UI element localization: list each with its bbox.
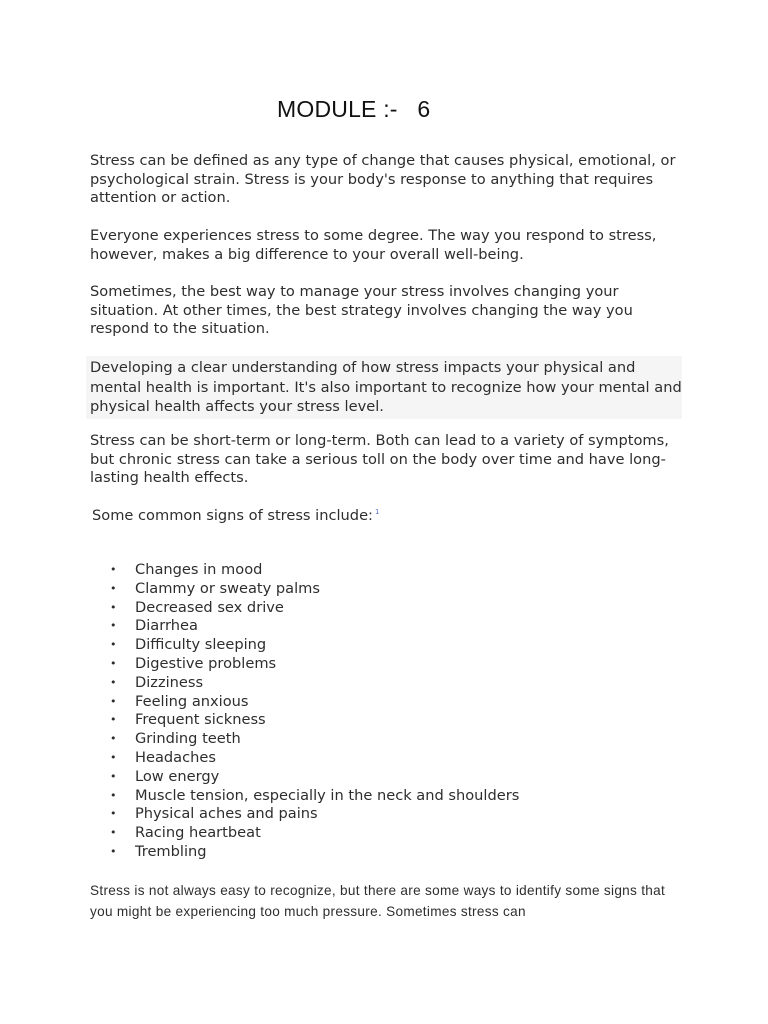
list-item-text: Diarrhea [135, 617, 198, 635]
list-item [104, 843, 519, 862]
paragraph-closing: Stress is not always easy to recognize, but there are some ways to identify some signs that you might be experiencing too much pressure. Sometimes stress can [90, 883, 666, 919]
list-item-text: Muscle tension, especially in the neck and shoulders [135, 786, 520, 804]
paragraph-understanding-highlighted: Developing a clear understanding of how stress impacts your physical and mental health is important. It's also important to recognize how your mental and physical health affects your stress level. [86, 356, 682, 419]
list-item-text: Grinding teeth [135, 730, 241, 748]
list-item-text: Physical aches and pains [135, 805, 318, 823]
paragraph-short-long-term: Stress can be short-term or long-term. Both can lead to a variety of symptoms, but chronic stress can take a serious toll on the body over time and have long-lasting health effects. [90, 432, 669, 487]
list-item [104, 580, 519, 599]
bullet-icon: • [110, 581, 117, 595]
list-item-text: Clammy or sweaty palms [135, 579, 321, 597]
list-item [104, 749, 519, 768]
bullet-icon: • [110, 656, 117, 670]
list-item-text: Decreased sex drive [135, 598, 284, 616]
list-item-text: Trembling [135, 842, 207, 860]
list-item-text: Difficulty sleeping [135, 636, 267, 654]
list-item-text: Digestive problems [135, 654, 277, 672]
bullet-icon: • [110, 619, 117, 633]
list-item [104, 787, 519, 806]
bullet-icon: • [110, 600, 117, 614]
list-item [104, 711, 519, 730]
bullet-icon: • [110, 638, 117, 652]
list-item [104, 674, 519, 693]
list-item-text: Racing heartbeat [135, 824, 261, 842]
bullet-icon: • [110, 732, 117, 746]
paragraph-definition: Stress can be defined as any type of change that causes physical, emotional, or psychological strain. Stress is your body's response to anything that requires attention or action. [90, 152, 676, 207]
list-item [104, 655, 519, 674]
bullet-icon: • [110, 563, 117, 576]
paragraph-manage: Sometimes, the best way to manage your stress involves changing your situation. At other times, the best strategy involves changing the way you respond to the situation. [90, 283, 633, 338]
list-item [104, 617, 519, 636]
signs-list [104, 561, 519, 862]
bullet-icon: • [110, 675, 117, 689]
bullet-icon: • [110, 807, 117, 821]
list-item-text: Low energy [135, 767, 220, 785]
list-item [104, 693, 519, 712]
bullet-icon: • [110, 769, 117, 783]
paragraph-everyone: Everyone experiences stress to some degree. The way you respond to stress, however, makes a big difference to your overall well-being. [90, 227, 657, 263]
bullet-icon: • [110, 788, 117, 802]
signs-intro-text: Some common signs of stress include: [92, 507, 373, 524]
list-item [104, 636, 519, 655]
footnote-marker[interactable]: 1 [374, 508, 380, 517]
bullet-icon: • [110, 844, 117, 858]
list-item [104, 805, 519, 824]
module-title: MODULE :- 6 [277, 96, 431, 122]
bullet-icon: • [110, 713, 117, 727]
list-item [104, 824, 519, 843]
list-item [104, 599, 519, 618]
list-item-text: Dizziness [135, 673, 204, 691]
bullet-icon: • [110, 694, 117, 708]
list-item-text: Feeling anxious [135, 692, 249, 710]
bullet-icon: • [110, 826, 117, 840]
list-item [104, 730, 519, 749]
list-item-text: Frequent sickness [135, 711, 266, 729]
signs-intro [92, 507, 379, 524]
bullet-icon: • [110, 750, 117, 764]
list-item-text: Changes in mood [135, 561, 263, 578]
list-item [104, 768, 519, 787]
list-item [104, 561, 519, 580]
list-item-text: Headaches [135, 748, 216, 766]
